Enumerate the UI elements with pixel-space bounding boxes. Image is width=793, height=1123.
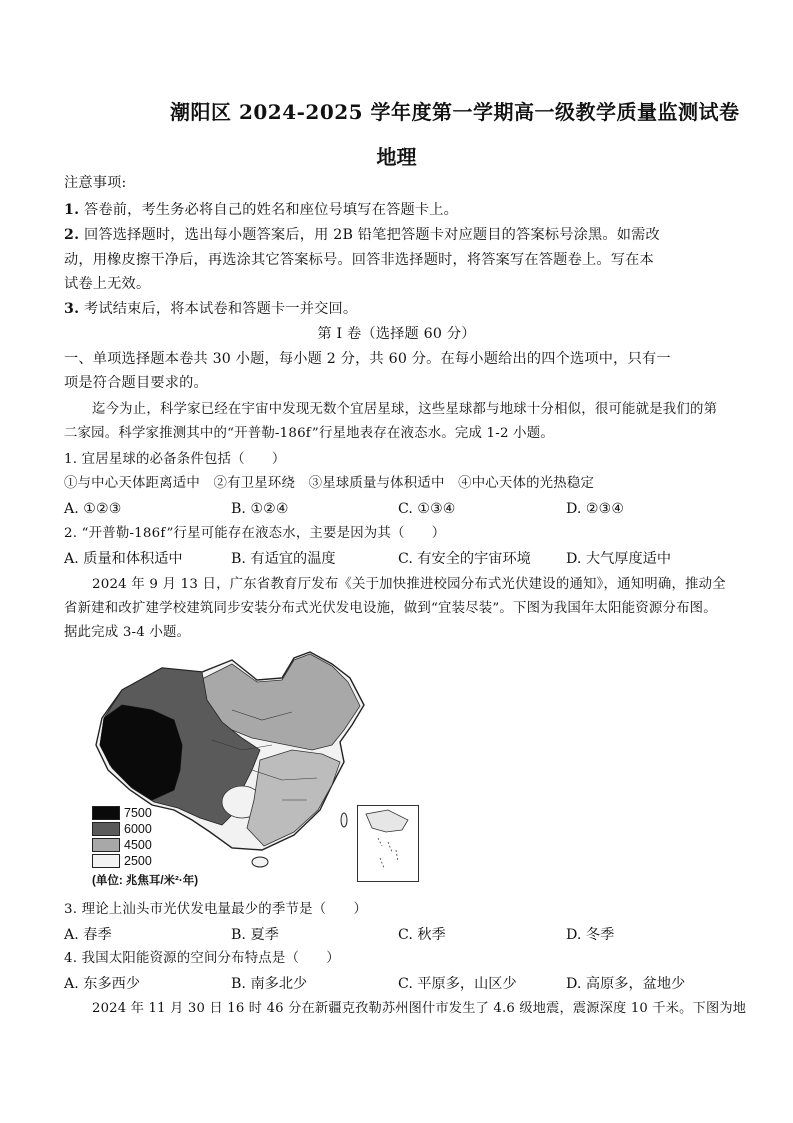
- question-1-option-a[interactable]: A. ①②③: [64, 501, 122, 517]
- exam-title: 潮阳区 2024-2025 学年度第一学期高一级教学质量监测试卷: [170, 100, 740, 124]
- section-intro-line-1: 一、单项选择题本卷共 30 小题，每小题 2 分，共 60 分。在每小题给出的四个选项中，只有一: [64, 351, 671, 367]
- legend-swatch-2500: [92, 854, 120, 868]
- section-heading: 第 I 卷（选择题 60 分）: [317, 326, 476, 342]
- legend-item-6000: [92, 822, 152, 836]
- notice-item-1-num: 1.: [64, 202, 80, 218]
- notice-item-2-line-1: 回答选择题时，选出每小题答案后，用 2B 铅笔把答题卡对应题目的答案标号涂黑。如需改: [83, 227, 660, 243]
- legend-label-2500: 2500: [124, 854, 152, 868]
- question-4-stem: 4. 我国太阳能资源的空间分布特点是（ ）: [64, 951, 340, 966]
- question-2-option-d[interactable]: D. 大气厚度适中: [566, 551, 672, 567]
- notice-heading: 注意事项:: [64, 175, 127, 191]
- question-1-stem: 1. 宜居星球的必备条件包括（ ）: [64, 452, 286, 467]
- legend-swatch-6000: [92, 822, 120, 836]
- legend-item-7500: [92, 806, 152, 820]
- passage-1-line-1: 迄今为止，科学家已经在宇宙中发现无数个宜居星球，这些星球都与地球十分相似，很可能就是我们的第: [92, 402, 718, 417]
- legend-label-4500: 4500: [124, 838, 152, 852]
- notice-item-2-line-3: 试卷上无效。: [64, 276, 151, 292]
- question-1-option-c[interactable]: C. ①③④: [398, 501, 456, 517]
- question-1-conditions: ①与中心天体距离适中 ②有卫星环绕 ③星球质量与体积适中 ④中心天体的光热稳定: [64, 476, 595, 491]
- question-1-option-d[interactable]: D. ②③④: [566, 501, 625, 517]
- question-3-option-d[interactable]: D. 冬季: [566, 927, 615, 943]
- map-unit-label: (单位: 兆焦耳/米²·年): [92, 875, 199, 887]
- question-2-option-a[interactable]: A. 质量和体积适中: [64, 551, 183, 567]
- notice-item-1: [64, 200, 458, 220]
- question-2-option-c[interactable]: C. 有安全的宇宙环境: [398, 551, 531, 567]
- question-4-option-b[interactable]: B. 南多北少: [231, 976, 308, 992]
- question-2-stem: 2. “开普勒-186f”行星可能存在液态水，主要是因为其（ ）: [64, 526, 446, 541]
- section-intro-line-2: 项是符合题目要求的。: [64, 375, 208, 391]
- question-3-option-b[interactable]: B. 夏季: [231, 927, 279, 943]
- south-china-sea-inset: [357, 805, 419, 882]
- question-1-option-b[interactable]: B. ①②④: [231, 501, 289, 517]
- question-3-option-c[interactable]: C. 秋季: [398, 927, 446, 943]
- notice-item-3-num: 3.: [64, 301, 80, 317]
- legend-label-7500: 7500: [124, 806, 152, 820]
- notice-item-3: [64, 299, 357, 319]
- legend-label-6000: 6000: [124, 822, 152, 836]
- passage-2-line-2: 省新建和改扩建学校建筑同步安装分布式光伏发电设施，做到“宜装尽装”。下图为我国年太阳能资源分布图。: [64, 601, 717, 616]
- passage-1-line-2: 二家园。科学家推测其中的“开普勒-186f”行星地表存在液态水。完成 1-2 小题。: [64, 426, 554, 441]
- notice-item-1-text: 答卷前，考生务必将自己的姓名和座位号填写在答题卡上。: [83, 202, 459, 218]
- notice-item-2-line-2: 动，用橡皮擦干净后，再选涂其它答案标号。回答非选择题时，将答案写在答题卷上。写在本: [64, 252, 654, 268]
- solar-resource-map: [82, 650, 424, 895]
- legend-item-2500: [92, 854, 152, 868]
- question-2-option-b[interactable]: B. 有适宜的温度: [231, 551, 336, 567]
- passage-2-line-3: 据此完成 3-4 小题。: [64, 625, 191, 640]
- legend-swatch-4500: [92, 838, 120, 852]
- question-4-option-d[interactable]: D. 高原多，盆地少: [566, 976, 686, 992]
- question-3-stem: 3. 理论上汕头市光伏发电量最少的季节是（ ）: [64, 902, 368, 917]
- legend-item-4500: [92, 838, 152, 852]
- notice-item-3-text: 考试结束后，将本试卷和答题卡一并交回。: [83, 301, 358, 317]
- inset-map-graphic: [358, 806, 418, 881]
- passage-3-line-1: 2024 年 11 月 30 日 16 时 46 分在新疆克孜勒苏州图什市发生了 4.6 级地震，震源深度 10 千米。下图为地: [92, 1001, 747, 1016]
- legend-swatch-7500: [92, 806, 120, 820]
- subject-title: 地理: [376, 145, 417, 169]
- passage-2-line-1: 2024 年 9 月 13 日，广东省教育厅发布《关于加快推进校园分布式光伏建设的通知》，通知明确，推动全: [92, 577, 726, 592]
- question-4-option-c[interactable]: C. 平原多，山区少: [398, 976, 517, 992]
- question-4-option-a[interactable]: A. 东多西少: [64, 976, 141, 992]
- notice-item-2: [64, 225, 660, 245]
- question-3-option-a[interactable]: A. 春季: [64, 927, 112, 943]
- notice-item-2-num: 2.: [64, 227, 80, 243]
